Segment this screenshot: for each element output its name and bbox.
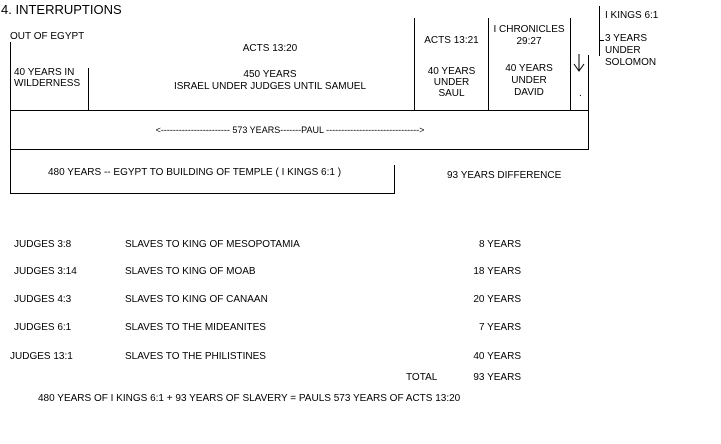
years-difference-label: 93 YEARS DIFFERENCE (447, 170, 562, 181)
total-label: TOTAL (406, 372, 438, 383)
summary-equation: 480 YEARS OF I KINGS 6:1 + 93 YEARS OF SLAVERY = PAULS 573 YEARS OF ACTS 13:20 (38, 393, 461, 404)
judges-period-label: ISRAEL UNDER JUDGES UNTIL SAMUEL (173, 81, 367, 92)
diagram-title: 4. INTERRUPTIONS (1, 2, 122, 17)
down-arrow-icon (572, 54, 586, 74)
table-row-years: 8 YEARS (478, 239, 521, 250)
temple-span-label: 480 YEARS -- EGYPT TO BUILDING OF TEMPLE ( I KINGS 6:1 ) (48, 167, 342, 178)
chronicles-label-line2: 29:27 (516, 36, 542, 47)
solomon-start-marker (570, 18, 571, 110)
table-row-years: 18 YEARS (473, 266, 521, 277)
david-label-line2: UNDER (511, 75, 547, 86)
table-row-ref: JUDGES 13:1 (10, 351, 73, 362)
out-of-egypt-label: OUT OF EGYPT (10, 31, 85, 42)
kings-pointer-tick (599, 40, 604, 41)
timeline-baseline (10, 110, 589, 111)
kings-6-1-label: I KINGS 6:1 (605, 10, 659, 21)
table-row-desc: SLAVES TO THE MIDEANITES (125, 322, 266, 333)
table-row-desc: SLAVES TO KING OF MOAB (125, 266, 256, 277)
wilderness-label-line2: WILDERNESS (14, 78, 81, 89)
solomon-label-line1: 3 YEARS (605, 33, 648, 44)
acts-13-21-label: ACTS 13:21 (424, 35, 479, 46)
david-label-line3: DAVID (514, 87, 544, 98)
temple-span-bottom-line (10, 193, 395, 194)
table-row-years: 20 YEARS (473, 294, 521, 305)
chronicles-label-line1: I CHRONICLES (493, 24, 565, 35)
out-of-egypt-marker (10, 42, 11, 194)
table-row-years: 7 YEARS (478, 322, 521, 333)
table-row-years: 40 YEARS (473, 351, 521, 362)
total-value: 93 YEARS (473, 372, 521, 383)
table-row-ref: JUDGES 3:8 (14, 239, 72, 250)
table-row-ref: JUDGES 6:1 (14, 322, 72, 333)
table-row-desc: SLAVES TO THE PHILISTINES (125, 351, 266, 362)
temple-marker (588, 55, 589, 150)
temple-span-end-marker (394, 165, 395, 194)
paul-span-bottom-line (10, 149, 589, 150)
solomon-label-line2: UNDER (605, 45, 641, 56)
dot-mark: . (579, 88, 582, 99)
saul-label-line2: UNDER (433, 77, 470, 88)
kings-pointer-line (599, 6, 600, 56)
saul-label-line3: SAUL (438, 88, 465, 99)
wilderness-end-marker (88, 68, 89, 110)
solomon-label-line3: SOLOMON (605, 57, 657, 68)
saul-label-line1: 40 YEARS (427, 66, 476, 77)
paul-span-label: <----------------------- 573 YEARS-------PAUL -------------------------------> (155, 125, 425, 135)
wilderness-label-line1: 40 YEARS IN (14, 67, 75, 78)
acts-13-20-label: ACTS 13:20 (242, 43, 298, 54)
table-row-ref: JUDGES 3:14 (14, 266, 77, 277)
table-row-desc: SLAVES TO KING OF CANAAN (125, 294, 268, 305)
table-row-desc: SLAVES TO KING OF MESOPOTAMIA (125, 239, 300, 250)
table-row-ref: JUDGES 4:3 (14, 294, 72, 305)
david-label-line1: 40 YEARS (505, 63, 553, 74)
judges-years-label: 450 YEARS (243, 69, 297, 80)
